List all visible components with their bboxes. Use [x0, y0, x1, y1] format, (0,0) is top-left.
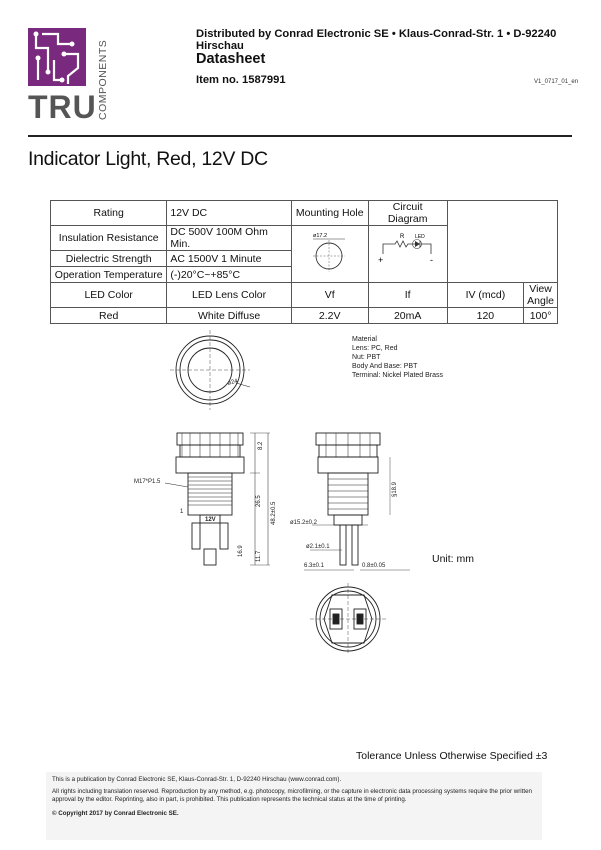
hdr-if: If: [368, 283, 447, 308]
dim-265: 26.5: [256, 495, 262, 507]
footer-line2: All rights including translation reserved. Reproduction by any method, e.g. photocopy, microfilming, or the capture in electronic data processing systems require the prior written approval by the editor. Reprinting, also in part, is prohibited. This publication represents the technical status at the time of printing.: [52, 788, 532, 803]
hdr-view-angle: View Angle: [524, 283, 558, 308]
footer-copyright: © Copyright 2017 by Conrad Electronic SE.: [52, 810, 179, 817]
dim-169: 16.9: [238, 545, 244, 557]
dim-phi24: ø24: [226, 378, 239, 387]
diel-label: Dielectric Strength: [51, 251, 167, 267]
dim-63: 6.3±0.1: [304, 563, 324, 569]
val-view-angle: 100°: [524, 308, 558, 324]
temp-label: Operation Temperature: [51, 267, 167, 283]
tolerance-note: Tolerance Unless Otherwise Specified ±3: [356, 750, 548, 762]
logo-sub: COMPONENTS: [97, 39, 109, 120]
svg-text:Terminal: Nickel Plated Brass: Terminal: Nickel Plated Brass: [352, 372, 444, 379]
svg-text:ø17.2: ø17.2: [312, 232, 327, 239]
circuit-label: Circuit Diagram: [368, 201, 447, 226]
svg-text:LED: LED: [414, 233, 425, 240]
version-code: V1_0717_01_en: [534, 79, 579, 85]
val-iv: 120: [447, 308, 524, 324]
material-notes: [352, 336, 444, 379]
technical-drawing: [120, 325, 480, 660]
dim-m17: M17*P1.5: [134, 479, 161, 485]
ins-value: DC 500V 100M Ohm Min.: [167, 226, 291, 251]
footer-line1: This is a publication by Conrad Electronic SE, Klaus-Conrad-Str. 1, D-92240 Hirschau (www.conrad.com).: [52, 776, 342, 783]
svg-text:-: -: [429, 254, 433, 265]
tru-components-logo: [28, 28, 114, 120]
hdr-led-color: LED Color: [51, 283, 167, 308]
unit-label: Unit: mm: [432, 553, 474, 565]
dim-1: 1: [180, 509, 184, 515]
dim-4825: 48.2±0.5: [271, 501, 277, 525]
hdr-vf: Vf: [291, 283, 368, 308]
distributor-line: Distributed by Conrad Electronic SE • Klaus-Conrad-Str. 1 • D-92240 Hirschau: [196, 28, 557, 52]
rating-value: 12V DC: [167, 201, 291, 226]
dim-189: §18.9: [392, 481, 398, 497]
top-view: [170, 330, 250, 410]
val-led-color: Red: [51, 308, 167, 324]
dim-12v: 12V: [205, 517, 216, 523]
spec-table: [50, 200, 558, 324]
doc-type: Datasheet: [196, 51, 266, 67]
svg-text:Material: Material: [352, 336, 377, 343]
mount-label: Mounting Hole: [291, 201, 368, 226]
hdr-iv: IV (mcd): [447, 283, 524, 308]
dim-08: 0.8±0.05: [362, 563, 386, 569]
bottom-view: [310, 583, 386, 655]
svg-text:Nut: PBT: Nut: PBT: [352, 354, 381, 361]
front-view: [165, 433, 270, 565]
val-if: 20mA: [368, 308, 447, 324]
ins-label: Insulation Resistance: [51, 226, 167, 251]
dim-117: 11.7: [256, 550, 262, 562]
header-rule: [28, 135, 572, 137]
diel-value: AC 1500V 1 Minute: [167, 251, 291, 267]
mounting-hole-diagram: [291, 226, 368, 283]
svg-text:Lens: PC, Red: Lens: PC, Red: [352, 345, 398, 352]
val-vf: 2.2V: [291, 308, 368, 324]
svg-text:+: +: [377, 254, 383, 265]
val-lens-color: White Diffuse: [167, 308, 291, 324]
dim-152: ø15.2±0.2: [290, 520, 317, 526]
hdr-lens-color: LED Lens Color: [167, 283, 291, 308]
blank-cell: [447, 201, 557, 283]
logo-brand: TRU: [28, 89, 97, 120]
dim-82: 8.2: [258, 441, 264, 450]
rating-label: Rating: [51, 201, 167, 226]
page-title: Indicator Light, Red, 12V DC: [28, 148, 268, 170]
temp-value: (-)20°C~+85°C: [167, 267, 291, 283]
circuit-diagram: [368, 226, 447, 283]
dim-21: ø2.1±0.1: [306, 544, 330, 550]
item-number: Item no. 1587991: [196, 74, 286, 86]
footer-box: [46, 772, 542, 840]
svg-text:Body And Base: PBT: Body And Base: PBT: [352, 363, 418, 370]
svg-text:R: R: [399, 233, 404, 240]
